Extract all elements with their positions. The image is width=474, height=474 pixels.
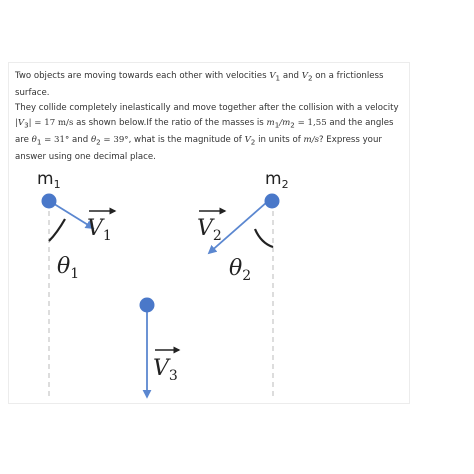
v1-label: $V_1$	[87, 216, 112, 244]
theta2-arc	[255, 229, 273, 247]
v3-label: $V_3$	[153, 356, 178, 384]
problem-line-2: They collide completely inelastically and move together after the collision with a velocity	[15, 102, 399, 113]
mass-1-ball	[42, 194, 57, 209]
v2-label: $V_2$	[197, 216, 222, 244]
theta2-label: $\theta_2$	[229, 256, 252, 284]
problem-line-1: Two objects are moving towards each other with velocities $V_1$ and $V_2$ on a frictionless surface.	[15, 71, 384, 99]
problem-line-4: are $\theta_1 = 31^\circ$ and $\theta_2 = 39^\circ$, what is the magnitude of $V_2$ in units of m/s? Express your	[15, 134, 382, 147]
m1-label: $m_1$	[37, 169, 61, 191]
collision-diagram	[9, 63, 409, 403]
mass-2-ball	[265, 194, 280, 209]
theta1-arc	[49, 219, 65, 241]
problem-line-3: $|V_3| = 17$ m/s as shown below.If the ratio of the masses is $m_1/m_2 = 1,55$ and the angles	[15, 117, 394, 130]
problem-line-5: answer using one decimal place.	[15, 152, 156, 163]
m2-label: $m_2$	[265, 169, 289, 191]
combined-mass-ball	[140, 298, 155, 313]
problem-card	[8, 62, 410, 404]
theta1-label: $\theta_1$	[57, 254, 80, 282]
